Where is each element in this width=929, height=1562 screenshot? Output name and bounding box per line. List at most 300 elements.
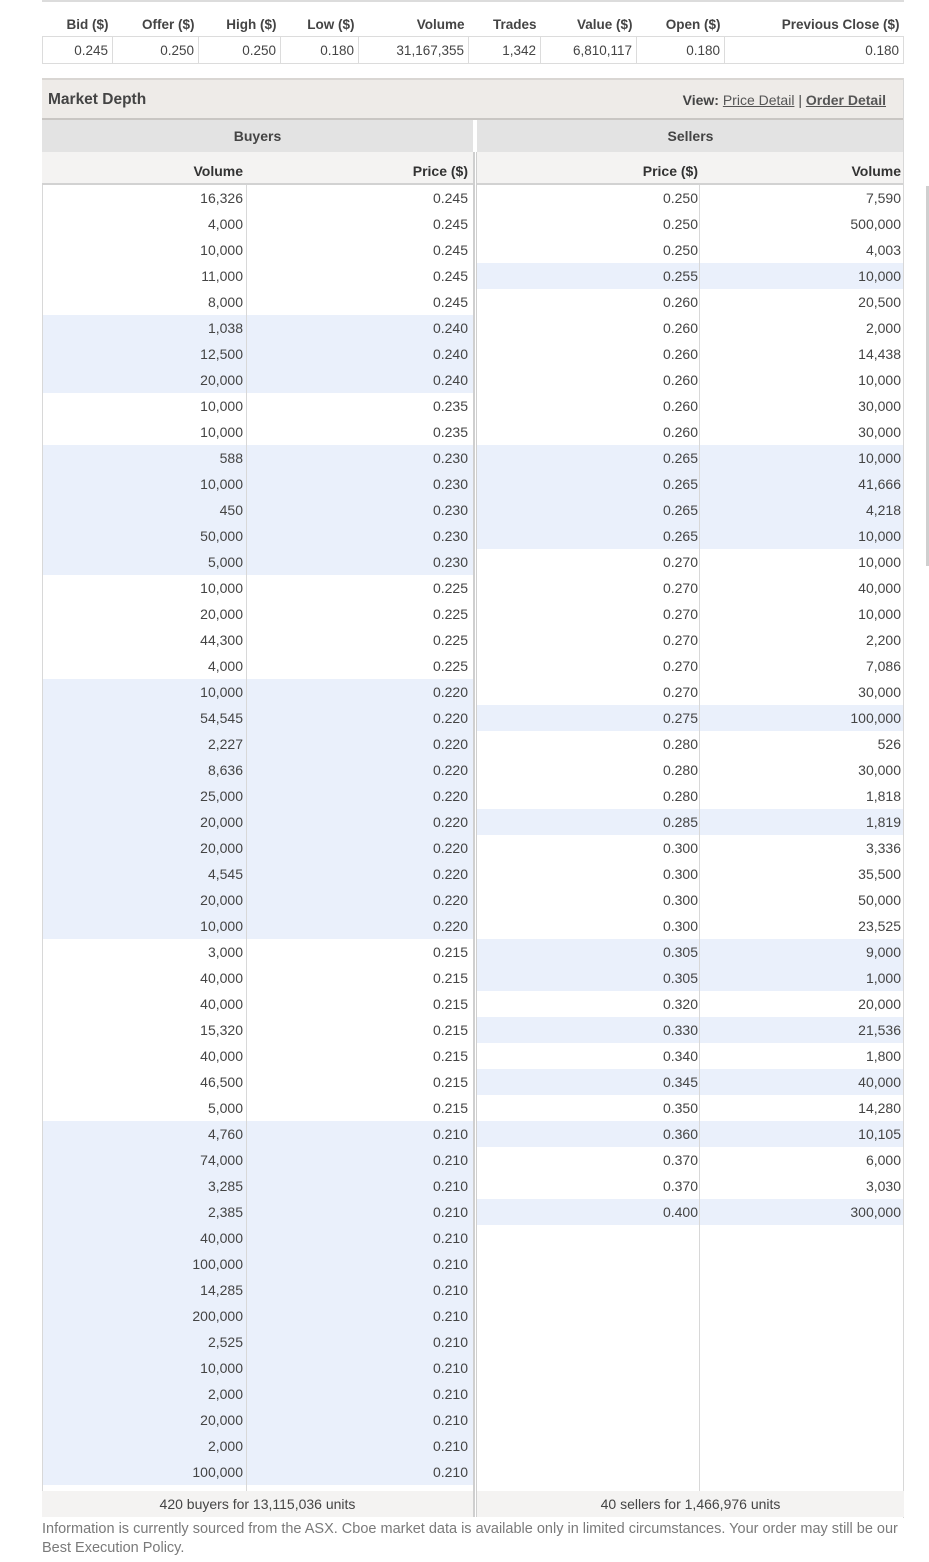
buyer-row	[42, 1251, 473, 1277]
buyer-row	[42, 1043, 473, 1069]
buyers-volume-header: Volume	[193, 163, 243, 179]
buyer-price: 0.210	[432, 1438, 468, 1454]
buyers-inner-divider	[246, 185, 247, 1491]
buyer-price: 0.215	[432, 1100, 468, 1116]
sellers-column-headers	[477, 152, 904, 185]
seller-price: 0.305	[662, 944, 698, 960]
seller-volume: 14,438	[858, 346, 901, 362]
seller-row	[477, 315, 904, 341]
buyer-row	[42, 419, 473, 445]
view-label: View:	[682, 92, 719, 108]
buyer-row	[42, 1017, 473, 1043]
seller-row	[477, 185, 904, 211]
seller-volume: 10,000	[858, 606, 901, 622]
buyer-row	[42, 445, 473, 471]
buyer-volume: 3,285	[207, 1178, 243, 1194]
top-divider	[42, 0, 904, 2]
buyer-price: 0.210	[432, 1386, 468, 1402]
buyer-volume: 50,000	[200, 528, 243, 544]
buyer-price: 0.220	[432, 840, 468, 856]
buyer-volume: 2,000	[207, 1386, 243, 1402]
buyers-panel	[42, 120, 473, 1485]
seller-row	[477, 679, 904, 705]
seller-volume: 526	[877, 736, 901, 752]
view-separator: |	[798, 92, 802, 108]
buyer-price: 0.245	[432, 242, 468, 258]
seller-price: 0.280	[662, 788, 698, 804]
seller-volume: 9,000	[865, 944, 901, 960]
seller-row	[477, 549, 904, 575]
buyer-volume: 44,300	[200, 632, 243, 648]
seller-row	[477, 263, 904, 289]
buyer-price: 0.210	[432, 1256, 468, 1272]
buyers-column-divider	[42, 185, 43, 1491]
seller-row	[477, 705, 904, 731]
seller-price: 0.370	[662, 1152, 698, 1168]
buyer-row	[42, 289, 473, 315]
seller-row	[477, 991, 904, 1017]
buyer-volume: 3,000	[207, 944, 243, 960]
buyer-row	[42, 939, 473, 965]
buyer-price: 0.230	[432, 528, 468, 544]
seller-row	[477, 497, 904, 523]
buyer-row	[42, 861, 473, 887]
seller-price: 0.255	[662, 268, 698, 284]
buyer-volume: 2,385	[207, 1204, 243, 1220]
seller-volume: 6,000	[865, 1152, 901, 1168]
seller-price: 0.300	[662, 918, 698, 934]
seller-price: 0.260	[662, 372, 698, 388]
buyer-price: 0.235	[432, 424, 468, 440]
buyer-price: 0.210	[432, 1334, 468, 1350]
buyer-volume: 40,000	[200, 1048, 243, 1064]
value-value: 6,810,117	[541, 37, 637, 64]
seller-row	[477, 861, 904, 887]
previous-close-value: 0.180	[725, 37, 904, 64]
buyer-volume: 4,000	[207, 658, 243, 674]
seller-row	[477, 445, 904, 471]
buyer-volume: 10,000	[200, 684, 243, 700]
buyer-row	[42, 341, 473, 367]
buyer-row	[42, 1121, 473, 1147]
buyer-price: 0.240	[432, 372, 468, 388]
seller-volume: 3,336	[865, 840, 901, 856]
seller-price: 0.260	[662, 398, 698, 414]
seller-price: 0.300	[662, 866, 698, 882]
seller-price: 0.265	[662, 502, 698, 518]
low-header: Low ($)	[307, 16, 355, 32]
buyer-volume: 10,000	[200, 242, 243, 258]
buyer-row	[42, 601, 473, 627]
buyer-price: 0.210	[432, 1126, 468, 1142]
seller-price: 0.280	[662, 736, 698, 752]
buyer-price: 0.215	[432, 1074, 468, 1090]
quote-header-row	[43, 12, 904, 37]
buyer-price: 0.210	[432, 1178, 468, 1194]
sellers-inner-divider	[699, 185, 700, 1491]
seller-volume: 35,500	[858, 866, 901, 882]
buyer-row	[42, 679, 473, 705]
open-value: 0.180	[637, 37, 725, 64]
buyer-price: 0.225	[432, 658, 468, 674]
buyer-volume: 8,000	[207, 294, 243, 310]
buyer-price: 0.220	[432, 788, 468, 804]
seller-volume: 10,000	[858, 268, 901, 284]
seller-price: 0.300	[662, 840, 698, 856]
buyer-row	[42, 1459, 473, 1485]
buyer-row	[42, 549, 473, 575]
seller-volume: 7,590	[865, 190, 901, 206]
seller-volume: 30,000	[858, 398, 901, 414]
seller-row	[477, 835, 904, 861]
seller-row	[477, 211, 904, 237]
buyer-price: 0.215	[432, 1048, 468, 1064]
seller-volume: 2,000	[865, 320, 901, 336]
seller-volume: 500,000	[850, 216, 901, 232]
seller-row	[477, 783, 904, 809]
buyer-volume: 100,000	[192, 1464, 243, 1480]
seller-row	[477, 575, 904, 601]
order-detail-link[interactable]: Order Detail	[805, 92, 886, 108]
seller-volume: 20,500	[858, 294, 901, 310]
buyer-volume: 25,000	[200, 788, 243, 804]
market-depth-panel	[42, 78, 904, 1518]
buyer-price: 0.225	[432, 632, 468, 648]
buyer-row	[42, 367, 473, 393]
price-detail-link[interactable]: Price Detail	[722, 92, 795, 108]
buyer-price: 0.220	[432, 866, 468, 882]
buyer-price: 0.230	[432, 476, 468, 492]
buyer-volume: 10,000	[200, 476, 243, 492]
buyer-row	[42, 575, 473, 601]
buyer-volume: 16,326	[200, 190, 243, 206]
buyer-row	[42, 783, 473, 809]
buyer-volume: 5,000	[207, 554, 243, 570]
buyer-volume: 100,000	[192, 1256, 243, 1272]
seller-volume: 300,000	[850, 1204, 901, 1220]
seller-price: 0.270	[662, 684, 698, 700]
view-switcher	[683, 92, 886, 108]
low-value: 0.180	[281, 37, 359, 64]
seller-volume: 7,086	[865, 658, 901, 674]
buyer-volume: 15,320	[200, 1022, 243, 1038]
buyer-price: 0.220	[432, 684, 468, 700]
offer-value: 0.250	[113, 37, 199, 64]
disclaimer-text: Information is currently sourced from the ASX. Cboe market data is available only in limited circumstances. Your order may still be our Best Execution Policy.	[42, 1521, 898, 1556]
buyer-row	[42, 835, 473, 861]
seller-row	[477, 1199, 904, 1225]
seller-volume: 4,218	[865, 502, 901, 518]
seller-volume: 100,000	[850, 710, 901, 726]
buyer-price: 0.210	[432, 1230, 468, 1246]
seller-row	[477, 341, 904, 367]
high-value: 0.250	[199, 37, 281, 64]
buyer-row	[42, 1225, 473, 1251]
buyer-volume: 4,760	[207, 1126, 243, 1142]
buyer-volume: 5,000	[207, 1100, 243, 1116]
seller-volume: 1,818	[865, 788, 901, 804]
market-depth-title: Market Depth	[48, 91, 147, 108]
buyer-price: 0.220	[432, 918, 468, 934]
seller-volume: 50,000	[858, 892, 901, 908]
seller-price: 0.275	[662, 710, 698, 726]
buyer-volume: 10,000	[200, 580, 243, 596]
buyer-row	[42, 653, 473, 679]
buyer-price: 0.240	[432, 346, 468, 362]
seller-volume: 23,525	[858, 918, 901, 934]
buyer-row	[42, 185, 473, 211]
seller-volume: 21,536	[858, 1022, 901, 1038]
seller-row	[477, 1173, 904, 1199]
buyer-volume: 40,000	[200, 996, 243, 1012]
buyer-price: 0.215	[432, 970, 468, 986]
seller-price: 0.300	[662, 892, 698, 908]
seller-row	[477, 627, 904, 653]
buyer-volume: 14,285	[200, 1282, 243, 1298]
buyer-volume: 12,500	[200, 346, 243, 362]
buyer-volume: 20,000	[200, 840, 243, 856]
buyer-volume: 200,000	[192, 1308, 243, 1324]
buyer-price: 0.230	[432, 554, 468, 570]
market-depth-header	[42, 78, 904, 120]
buyer-price: 0.220	[432, 710, 468, 726]
buyer-row	[42, 913, 473, 939]
buyer-price: 0.225	[432, 580, 468, 596]
previous-close-header: Previous Close ($)	[781, 16, 900, 32]
seller-volume: 1,800	[865, 1048, 901, 1064]
seller-price: 0.250	[662, 242, 698, 258]
buyer-row	[42, 991, 473, 1017]
seller-price: 0.305	[662, 970, 698, 986]
buyer-price: 0.215	[432, 996, 468, 1012]
trades-value: 1,342	[469, 37, 541, 64]
buyers-summary: 420 buyers for 13,115,036 units	[42, 1491, 473, 1517]
buyer-price: 0.245	[432, 294, 468, 310]
buyer-price: 0.210	[432, 1412, 468, 1428]
buyer-price: 0.245	[432, 190, 468, 206]
seller-row	[477, 601, 904, 627]
buyers-rows	[42, 185, 473, 1485]
seller-price: 0.260	[662, 346, 698, 362]
buyer-price: 0.225	[432, 606, 468, 622]
bid-header: Bid ($)	[66, 16, 109, 32]
sellers-volume-header: Volume	[851, 163, 901, 179]
buyer-price: 0.245	[432, 216, 468, 232]
buyers-column-headers	[42, 152, 473, 185]
offer-header: Offer ($)	[141, 16, 195, 32]
seller-volume: 10,105	[858, 1126, 901, 1142]
buyer-volume: 450	[219, 502, 243, 518]
seller-volume: 10,000	[858, 372, 901, 388]
buyer-row	[42, 1407, 473, 1433]
seller-volume: 40,000	[858, 1074, 901, 1090]
seller-row	[477, 237, 904, 263]
buyers-price-header: Price ($)	[412, 163, 468, 179]
buyer-row	[42, 705, 473, 731]
buyer-volume: 2,525	[207, 1334, 243, 1350]
sellers-rows	[477, 185, 904, 1225]
buyer-volume: 10,000	[200, 1360, 243, 1376]
seller-price: 0.250	[662, 216, 698, 232]
buyer-volume: 20,000	[200, 372, 243, 388]
value-header: Value ($)	[576, 16, 633, 32]
buyers-title: Buyers	[42, 120, 473, 152]
buyer-price: 0.210	[432, 1360, 468, 1376]
seller-volume: 4,003	[865, 242, 901, 258]
seller-row	[477, 809, 904, 835]
buyer-volume: 20,000	[200, 606, 243, 622]
seller-row	[477, 1095, 904, 1121]
seller-price: 0.400	[662, 1204, 698, 1220]
center-divider-right	[476, 152, 477, 1517]
buyer-price: 0.210	[432, 1282, 468, 1298]
seller-row	[477, 653, 904, 679]
seller-row	[477, 965, 904, 991]
seller-row	[477, 289, 904, 315]
buyer-price: 0.215	[432, 1022, 468, 1038]
sellers-title: Sellers	[477, 120, 904, 152]
seller-price: 0.350	[662, 1100, 698, 1116]
seller-row	[477, 1147, 904, 1173]
seller-volume: 1,000	[865, 970, 901, 986]
seller-volume: 20,000	[858, 996, 901, 1012]
seller-price: 0.360	[662, 1126, 698, 1142]
seller-volume: 10,000	[858, 554, 901, 570]
seller-row	[477, 367, 904, 393]
buyer-price: 0.210	[432, 1464, 468, 1480]
buyer-row	[42, 497, 473, 523]
seller-row	[477, 393, 904, 419]
seller-volume: 40,000	[858, 580, 901, 596]
buyer-price: 0.220	[432, 814, 468, 830]
seller-row	[477, 1069, 904, 1095]
seller-price: 0.260	[662, 294, 698, 310]
seller-row	[477, 913, 904, 939]
seller-price: 0.270	[662, 632, 698, 648]
buyer-price: 0.210	[432, 1308, 468, 1324]
buyer-volume: 10,000	[200, 918, 243, 934]
seller-price: 0.320	[662, 996, 698, 1012]
seller-price: 0.265	[662, 476, 698, 492]
seller-volume: 2,200	[865, 632, 901, 648]
seller-row	[477, 757, 904, 783]
seller-price: 0.270	[662, 580, 698, 596]
seller-volume: 41,666	[858, 476, 901, 492]
buyer-volume: 54,545	[200, 710, 243, 726]
buyer-row	[42, 887, 473, 913]
buyer-volume: 2,227	[207, 736, 243, 752]
seller-row	[477, 1017, 904, 1043]
buyer-volume: 46,500	[200, 1074, 243, 1090]
buyer-row	[42, 1173, 473, 1199]
buyer-row	[42, 627, 473, 653]
buyer-price: 0.210	[432, 1152, 468, 1168]
buyer-row	[42, 1095, 473, 1121]
buyer-row	[42, 211, 473, 237]
seller-price: 0.250	[662, 190, 698, 206]
buyer-volume: 40,000	[200, 970, 243, 986]
seller-volume: 3,030	[865, 1178, 901, 1194]
buyer-price: 0.240	[432, 320, 468, 336]
seller-price: 0.340	[662, 1048, 698, 1064]
seller-row	[477, 1043, 904, 1069]
buyer-price: 0.230	[432, 502, 468, 518]
sellers-summary: 40 sellers for 1,466,976 units	[477, 1491, 904, 1517]
right-border	[903, 78, 904, 1518]
seller-price: 0.265	[662, 528, 698, 544]
buyer-row	[42, 809, 473, 835]
buyer-row	[42, 393, 473, 419]
seller-row	[477, 731, 904, 757]
seller-volume: 10,000	[858, 450, 901, 466]
seller-price: 0.285	[662, 814, 698, 830]
buyer-price: 0.220	[432, 762, 468, 778]
seller-volume: 30,000	[858, 424, 901, 440]
buyer-volume: 8,636	[207, 762, 243, 778]
buyer-row	[42, 1069, 473, 1095]
seller-row	[477, 419, 904, 445]
buyer-volume: 4,000	[207, 216, 243, 232]
seller-price: 0.265	[662, 450, 698, 466]
buyer-price: 0.220	[432, 892, 468, 908]
buyer-row	[42, 965, 473, 991]
volume-value: 31,167,355	[359, 37, 469, 64]
buyer-row	[42, 523, 473, 549]
buyer-price: 0.245	[432, 268, 468, 284]
buyer-row	[42, 237, 473, 263]
seller-volume: 30,000	[858, 684, 901, 700]
center-divider-left	[473, 152, 475, 1517]
seller-volume: 1,819	[865, 814, 901, 830]
buyer-volume: 20,000	[200, 892, 243, 908]
trades-header: Trades	[492, 16, 537, 32]
buyer-volume: 20,000	[200, 1412, 243, 1428]
buyer-volume: 11,000	[201, 268, 243, 284]
quote-value-row	[43, 37, 904, 64]
buyer-row	[42, 1199, 473, 1225]
seller-price: 0.270	[662, 554, 698, 570]
buyer-volume: 40,000	[200, 1230, 243, 1246]
seller-row	[477, 887, 904, 913]
seller-row	[477, 523, 904, 549]
buyer-price: 0.210	[432, 1204, 468, 1220]
buyer-volume: 2,000	[207, 1438, 243, 1454]
seller-price: 0.260	[662, 320, 698, 336]
buyer-volume: 588	[219, 450, 243, 466]
sellers-price-header: Price ($)	[642, 163, 698, 179]
buyer-volume: 10,000	[200, 398, 243, 414]
volume-header: Volume	[416, 16, 465, 32]
buyer-row	[42, 471, 473, 497]
buyer-volume: 10,000	[200, 424, 243, 440]
bid-value: 0.245	[43, 37, 113, 64]
open-header: Open ($)	[665, 16, 721, 32]
buyer-row	[42, 1381, 473, 1407]
buyer-price: 0.215	[432, 944, 468, 960]
seller-row	[477, 1121, 904, 1147]
seller-row	[477, 939, 904, 965]
seller-price: 0.270	[662, 606, 698, 622]
seller-volume: 10,000	[858, 528, 901, 544]
seller-price: 0.260	[662, 424, 698, 440]
buyer-price: 0.220	[432, 736, 468, 752]
quote-summary-table	[42, 12, 904, 64]
buyer-volume: 1,038	[207, 320, 243, 336]
buyer-volume: 4,545	[207, 866, 243, 882]
seller-price: 0.370	[662, 1178, 698, 1194]
buyer-row	[42, 263, 473, 289]
buyer-price: 0.230	[432, 450, 468, 466]
